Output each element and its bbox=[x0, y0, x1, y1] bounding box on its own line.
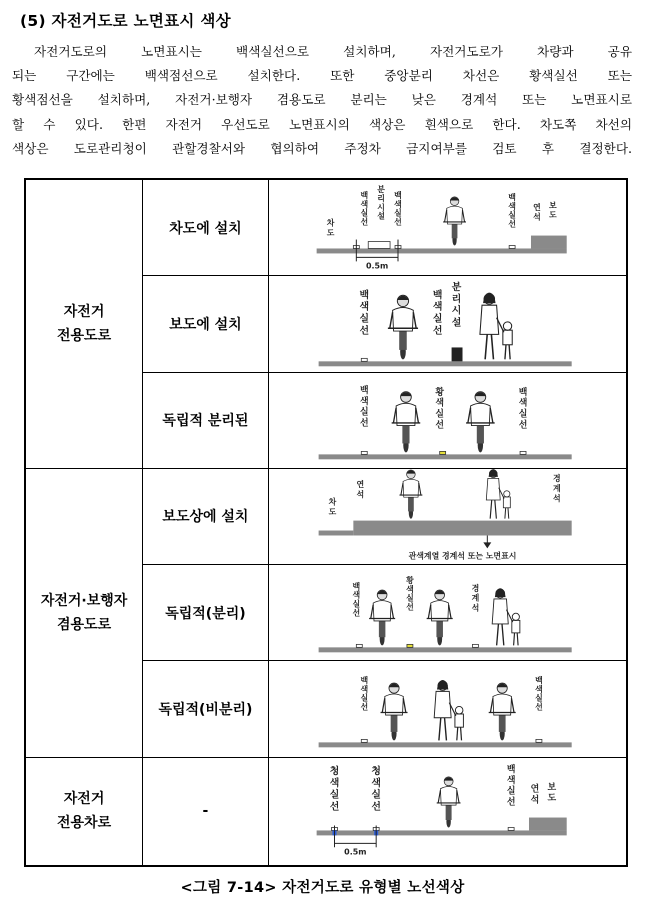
label-char: 선 bbox=[360, 217, 368, 227]
label-char: 색 bbox=[506, 775, 516, 786]
lane-marking bbox=[361, 740, 367, 743]
road-surface bbox=[318, 743, 571, 748]
label-char: 색 bbox=[405, 584, 414, 594]
helmet bbox=[444, 777, 454, 780]
child-head bbox=[503, 322, 511, 330]
label-char: 도 bbox=[328, 507, 337, 517]
label-char: 실 bbox=[432, 313, 443, 325]
arm bbox=[370, 605, 372, 619]
legs bbox=[379, 621, 386, 637]
lane-marking bbox=[361, 451, 367, 454]
leg bbox=[485, 335, 487, 360]
separation-block bbox=[368, 242, 390, 249]
road-surface bbox=[318, 647, 571, 652]
leg bbox=[496, 624, 498, 645]
label-char: 실 bbox=[506, 786, 516, 797]
arm bbox=[403, 699, 406, 713]
vertical-label bbox=[508, 192, 516, 229]
section-heading: (5) 자전거도로 노면표시 색상 bbox=[20, 12, 231, 30]
arm bbox=[444, 210, 446, 222]
lane-marking bbox=[361, 359, 367, 362]
helmet bbox=[474, 392, 486, 396]
type-label: 차도에 설치 bbox=[143, 179, 269, 276]
label-char: 실 bbox=[359, 407, 369, 418]
helmet bbox=[377, 591, 388, 595]
road-surface bbox=[318, 362, 571, 367]
label-char: 선 bbox=[352, 608, 360, 618]
label-char: 선 bbox=[371, 801, 381, 813]
label-char: 백 bbox=[393, 190, 402, 200]
lane-marking bbox=[508, 827, 514, 830]
leg bbox=[439, 718, 441, 741]
cyclist-figure bbox=[466, 391, 495, 452]
lane-marking bbox=[536, 740, 542, 743]
label-char: 실 bbox=[393, 208, 402, 218]
type-label: 보도에 설치 bbox=[143, 276, 269, 372]
illustration bbox=[269, 373, 626, 468]
curb-block bbox=[529, 817, 567, 830]
child-body bbox=[503, 497, 510, 508]
vertical-label bbox=[518, 385, 527, 430]
vertical-label bbox=[434, 385, 444, 430]
lane-marking bbox=[356, 644, 362, 647]
helmet bbox=[450, 197, 459, 200]
child-body bbox=[455, 714, 463, 727]
label-char: 선 bbox=[518, 420, 528, 431]
label-char: 백 bbox=[518, 387, 528, 398]
body-paragraph bbox=[12, 40, 632, 161]
label-char: 색 bbox=[393, 199, 402, 209]
type-label: - bbox=[143, 757, 269, 866]
label-char: 청 bbox=[371, 765, 381, 777]
sidewalk-surface bbox=[353, 520, 571, 535]
arm bbox=[416, 407, 419, 422]
label-char: 도 bbox=[547, 793, 556, 804]
separation-facility bbox=[451, 348, 462, 362]
bicycle-road-table bbox=[24, 178, 628, 867]
child-leg bbox=[457, 728, 458, 741]
lane-marking bbox=[509, 245, 515, 248]
category-line: 겸용도로 bbox=[57, 616, 112, 633]
vertical-label bbox=[433, 288, 443, 337]
legs bbox=[445, 805, 451, 820]
paragraph-line: 색상은 도로관리청이 관할경찰서와 협의하여 주정차 금지여부를 검토 후 결정한다. bbox=[12, 140, 632, 156]
hair bbox=[437, 680, 448, 689]
label-char: 색 bbox=[360, 199, 368, 209]
vertical-label bbox=[553, 473, 561, 503]
category-line: 전용도로 bbox=[57, 327, 112, 344]
legs bbox=[436, 621, 443, 637]
vertical-label bbox=[471, 583, 479, 613]
leg bbox=[444, 718, 446, 741]
torso bbox=[403, 479, 419, 497]
label-char: 시 bbox=[377, 202, 385, 212]
vertical-label bbox=[530, 782, 539, 805]
label: 0.5m bbox=[365, 261, 389, 271]
pedestrian-figure bbox=[492, 588, 520, 645]
vertical-label bbox=[533, 202, 541, 222]
paragraph-line: 황색점선을 설치하며, 자전거·보행자 겸용도로 분리는 낮은 경계석 또는 노면표시로 bbox=[12, 92, 632, 108]
arm bbox=[390, 312, 393, 328]
cyclist-figure bbox=[369, 590, 395, 645]
label-char: 백 bbox=[506, 764, 516, 775]
label-char: 백 bbox=[508, 192, 516, 202]
legs bbox=[477, 425, 484, 443]
arm bbox=[511, 699, 514, 713]
vertical-label bbox=[405, 575, 414, 612]
label-char: 백 bbox=[352, 581, 360, 591]
label-char: 색 bbox=[435, 398, 444, 409]
illustration-cell bbox=[268, 661, 627, 757]
illustration bbox=[269, 276, 626, 371]
label-char: 황 bbox=[405, 575, 414, 585]
label-char: 도 bbox=[326, 228, 335, 238]
cyclist-figure bbox=[391, 391, 420, 452]
child-head bbox=[512, 613, 519, 620]
label-char: 백 bbox=[359, 290, 369, 302]
vertical-label bbox=[507, 762, 516, 807]
child-head bbox=[503, 491, 509, 497]
label-char: 선 bbox=[359, 418, 369, 429]
child-leg bbox=[513, 633, 514, 646]
child-leg bbox=[505, 345, 506, 360]
label-char: 황 bbox=[435, 387, 444, 398]
arm bbox=[382, 699, 385, 713]
arm bbox=[401, 483, 403, 495]
label-char: 보 bbox=[547, 782, 556, 793]
label-char: 설 bbox=[451, 317, 462, 329]
helmet bbox=[397, 296, 409, 300]
vertical-label bbox=[356, 479, 364, 499]
label-char: 리 bbox=[451, 294, 462, 306]
label-char: 실 bbox=[360, 208, 368, 218]
vertical-label bbox=[359, 288, 369, 337]
label-char: 색 bbox=[329, 777, 340, 789]
cyclist-figure bbox=[488, 683, 515, 740]
legs bbox=[399, 331, 407, 350]
torso bbox=[446, 206, 462, 224]
cyclist-figure bbox=[399, 470, 422, 519]
label-char: 시 bbox=[451, 305, 462, 317]
paragraph-line: 할 수 있다. 한편 자전거 우선도로 노면표시의 색상은 흰색으로 한다. 차도쪽 차선의 bbox=[12, 116, 632, 132]
vertical-label bbox=[325, 218, 334, 238]
category-cell bbox=[25, 757, 143, 866]
paragraph-line: 되는 구간에는 백색점선으로 설치한다. 또한 중앙분리 차선은 황색실선 또는 bbox=[12, 68, 632, 84]
category-cell bbox=[25, 179, 143, 468]
label-char: 색 bbox=[360, 685, 368, 695]
label-char: 석 bbox=[471, 603, 479, 613]
arm bbox=[448, 605, 450, 619]
vertical-label bbox=[327, 497, 336, 517]
vertical-label bbox=[451, 280, 462, 329]
body bbox=[486, 478, 500, 500]
helmet bbox=[496, 684, 507, 688]
legs bbox=[402, 425, 409, 443]
label-char: 계 bbox=[471, 593, 479, 603]
label-char: 선 bbox=[329, 801, 340, 813]
arm bbox=[457, 790, 459, 803]
label-char: 색 bbox=[534, 685, 543, 695]
body bbox=[480, 305, 499, 334]
child-body bbox=[503, 330, 512, 345]
helmet bbox=[406, 470, 415, 473]
pointer-arrow bbox=[483, 542, 491, 548]
label-char: 연 bbox=[532, 202, 541, 212]
category-line: 자전거·보행자 bbox=[40, 592, 128, 609]
label-char: 선 bbox=[435, 420, 444, 431]
helmet bbox=[434, 591, 445, 595]
leg bbox=[491, 335, 493, 360]
cyclist-figure bbox=[380, 683, 407, 740]
illustration bbox=[269, 661, 626, 756]
illustration-cell bbox=[268, 468, 627, 564]
label-char: 실 bbox=[508, 210, 516, 220]
type-label: 독립적(분리) bbox=[143, 565, 269, 661]
illustration-cell bbox=[268, 276, 627, 372]
pedestrian-figure bbox=[434, 680, 463, 740]
label-char: 선 bbox=[405, 602, 414, 612]
child-leg bbox=[517, 633, 518, 646]
road-surface bbox=[318, 530, 353, 535]
label-char: 색 bbox=[371, 777, 381, 789]
label-char: 백 bbox=[432, 290, 443, 302]
label-char: 도 bbox=[548, 210, 557, 220]
leg bbox=[502, 624, 504, 645]
paragraph-line: 자전거도로의 노면표시는 백색실선으로 설치하며, 자전거도로가 차량과 공유 bbox=[34, 44, 632, 59]
label-char: 차 bbox=[328, 497, 337, 507]
lane-marking bbox=[472, 644, 478, 647]
illustration bbox=[269, 180, 626, 275]
label-char: 백 bbox=[360, 190, 368, 200]
label: 0.5m bbox=[343, 846, 367, 856]
vertical-label bbox=[360, 383, 369, 428]
label-char: 석 bbox=[552, 493, 561, 503]
type-label: 보도상에 설치 bbox=[143, 468, 269, 564]
illustration bbox=[269, 469, 626, 564]
category-cell bbox=[25, 468, 143, 757]
cyclist-figure bbox=[388, 296, 418, 360]
cyclist-figure bbox=[443, 197, 466, 246]
child-leg bbox=[505, 508, 506, 519]
pedestrian-figure bbox=[480, 293, 512, 360]
lane-marking bbox=[439, 451, 445, 454]
child-leg bbox=[460, 728, 461, 741]
legs bbox=[499, 715, 506, 732]
vertical-label bbox=[360, 675, 368, 712]
road-surface bbox=[316, 830, 566, 835]
label-char: 실 bbox=[352, 599, 360, 609]
type-label: 독립적 분리된 bbox=[143, 372, 269, 468]
vertical-label bbox=[329, 763, 339, 812]
lane-marking bbox=[520, 451, 526, 454]
child-head bbox=[455, 707, 463, 715]
vertical-label bbox=[352, 581, 360, 618]
cyclist-figure bbox=[426, 590, 452, 645]
illustration bbox=[269, 758, 626, 865]
label-char: 색 bbox=[359, 396, 369, 407]
label-char: 실 bbox=[329, 789, 340, 801]
body bbox=[492, 599, 508, 624]
illustration bbox=[269, 565, 626, 660]
label-char: 계 bbox=[552, 483, 561, 493]
label-char: 차 bbox=[326, 218, 335, 228]
label-char: 리 bbox=[377, 193, 385, 203]
label-char: 백 bbox=[359, 385, 369, 396]
category-line: 전용차로 bbox=[57, 815, 112, 832]
arm bbox=[428, 605, 430, 619]
label-char: 분 bbox=[377, 184, 385, 194]
category-line: 자전거 bbox=[63, 303, 105, 320]
label-char: 석 bbox=[356, 489, 364, 499]
arm bbox=[490, 407, 493, 422]
label-char: 경 bbox=[552, 473, 561, 483]
label-char: 보 bbox=[548, 200, 557, 210]
label-char: 연 bbox=[530, 784, 540, 795]
label-char: 백 bbox=[534, 676, 543, 686]
lane-marking bbox=[407, 644, 413, 647]
type-label: 독립적(비분리) bbox=[143, 661, 269, 757]
arm bbox=[393, 407, 396, 422]
vertical-label bbox=[371, 763, 381, 812]
arm bbox=[462, 210, 464, 222]
figure-caption: <그림 7-14> 자전거도로 유형별 노선색상 bbox=[180, 880, 465, 896]
label-char: 실 bbox=[518, 409, 528, 420]
label-char: 석 bbox=[530, 795, 540, 806]
label-char: 선 bbox=[534, 702, 543, 712]
label-char: 실 bbox=[534, 694, 543, 704]
illustration-cell bbox=[268, 757, 627, 866]
arm bbox=[438, 790, 440, 803]
label-char: 실 bbox=[371, 789, 381, 801]
hair bbox=[488, 469, 497, 477]
vertical-label bbox=[394, 190, 402, 227]
arm bbox=[391, 605, 393, 619]
label-char: 실 bbox=[360, 694, 368, 704]
label-char: 설 bbox=[377, 211, 385, 221]
label-char: 분 bbox=[451, 282, 462, 294]
label-char: 색 bbox=[508, 201, 516, 211]
road-surface bbox=[316, 248, 566, 253]
arm bbox=[419, 483, 421, 495]
label-char: 석 bbox=[532, 212, 541, 222]
hair bbox=[495, 588, 506, 597]
label-char: 색 bbox=[432, 302, 443, 314]
arm bbox=[468, 407, 471, 422]
helmet bbox=[400, 392, 412, 396]
category-line: 자전거 bbox=[63, 791, 105, 808]
illustration-cell bbox=[268, 179, 627, 276]
label-char: 선 bbox=[393, 217, 402, 227]
child-leg bbox=[509, 345, 510, 360]
label-char: 선 bbox=[360, 702, 368, 712]
vertical-label bbox=[360, 190, 368, 227]
label-char: 경 bbox=[471, 583, 479, 593]
label-char: 색 bbox=[518, 398, 528, 409]
leg bbox=[495, 500, 497, 519]
arm bbox=[490, 699, 493, 713]
pedestrian-figure bbox=[486, 469, 510, 519]
child-leg bbox=[508, 508, 509, 519]
label-char: 선 bbox=[432, 325, 443, 337]
legs bbox=[451, 224, 457, 238]
label-char: 실 bbox=[359, 313, 369, 325]
illustration-cell bbox=[268, 565, 627, 661]
curb-block bbox=[531, 236, 567, 249]
label-char: 청 bbox=[329, 765, 340, 777]
arm bbox=[413, 312, 416, 328]
label-char: 색 bbox=[352, 590, 360, 600]
vertical-label bbox=[535, 675, 543, 712]
label-char: 선 bbox=[359, 325, 369, 337]
vertical-label bbox=[376, 184, 385, 221]
cyclist-figure bbox=[436, 776, 460, 827]
label-char: 실 bbox=[405, 593, 414, 603]
label-char: 선 bbox=[506, 797, 516, 808]
body bbox=[434, 692, 451, 718]
label: 관색계열 경계석 또는 노면표시 bbox=[408, 551, 517, 561]
hair bbox=[483, 293, 496, 303]
vertical-label bbox=[548, 201, 557, 220]
leg bbox=[490, 500, 492, 519]
road-surface bbox=[318, 454, 571, 459]
vertical-label bbox=[547, 781, 556, 803]
illustration-cell bbox=[268, 372, 627, 468]
label-char: 선 bbox=[508, 219, 516, 229]
label-char: 백 bbox=[360, 676, 368, 686]
legs bbox=[390, 715, 397, 732]
child-body bbox=[512, 620, 520, 633]
helmet bbox=[388, 684, 399, 688]
label-char: 연 bbox=[356, 479, 364, 489]
label-char: 실 bbox=[435, 409, 444, 420]
legs bbox=[408, 497, 414, 511]
label-char: 색 bbox=[359, 302, 369, 314]
